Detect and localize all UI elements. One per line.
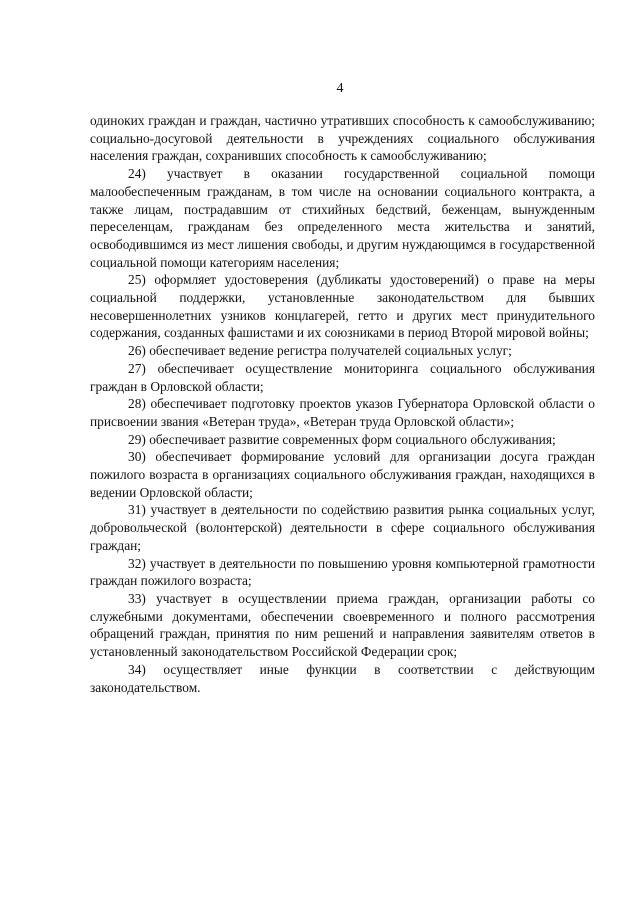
paragraph-item-34: 34) осуществляет иные функции в соответствии с действующим законодательством. [90, 661, 595, 695]
paragraph-item-27: 27) обеспечивает осуществление мониторинга социального обслуживания граждан в Орловской области; [90, 360, 595, 394]
paragraph-item-33: 33) участвует в осуществлении приема граждан, организации работы со служебными документами, обеспечении своевременного и полного рассмотрения обращений граждан, принятия по ним решений и направления заявителям ответов в установленный законодательством Российской Федерации срок; [90, 590, 595, 660]
paragraph-item-32: 32) участвует в деятельности по повышению уровня компьютерной грамотности граждан пожилого возраста; [90, 555, 595, 589]
page-number: 4 [336, 81, 344, 96]
paragraph-continuation: одиноких граждан и граждан, частично утративших способность к самообслуживанию; социально-досуговой деятельности в учреждениях социального обслуживания населения граждан, сохранивших способность к самообслуживанию; [90, 113, 595, 164]
paragraph-item-31: 31) участвует в деятельности по содействию развития рынка социальных услуг, добровольческой (волонтерской) деятельности в сфере социального обслуживания граждан; [90, 502, 595, 553]
paragraph-item-26: 26) обеспечивает ведение регистра получателей социальных услуг; [128, 343, 512, 359]
paragraph-item-25: 25) оформляет удостоверения (дубликаты удостоверений) о праве на меры социальной поддержки, установленные законодательством для бывших несовершеннолетних узников концлагерей, гетто и других мест принудительного содержания, созданных фашистами и их союзниками в период Второй мировой войны; [90, 272, 595, 341]
paragraph-item-30: 30) обеспечивает формирование условий для организации досуга граждан пожилого возраста в организациях социального обслуживания граждан, находящихся в ведении Орловской области; [90, 449, 595, 500]
paragraph-item-29: 29) обеспечивает развитие современных форм социального обслуживания; [128, 431, 556, 447]
document-body [90, 112, 595, 696]
paragraph-item-24: 24) участвует в оказании государственной социальной помощи малообеспеченным гражданам, в том числе на основании социального контракта, а также лицам, пострадавшим от стихийных бедствий, беженцам, вынужденным переселенцам, гражданам без определенного места жительства и занятий, освободившимся из мест лишения свободы, и другим нуждающимся в государственной социальной помощи категориям населения; [90, 166, 595, 270]
paragraph-item-28: 28) обеспечивает подготовку проектов указов Губернатора Орловской области о присвоении звания «Ветеран труда», «Ветеран труда Орловской области»; [90, 396, 595, 429]
